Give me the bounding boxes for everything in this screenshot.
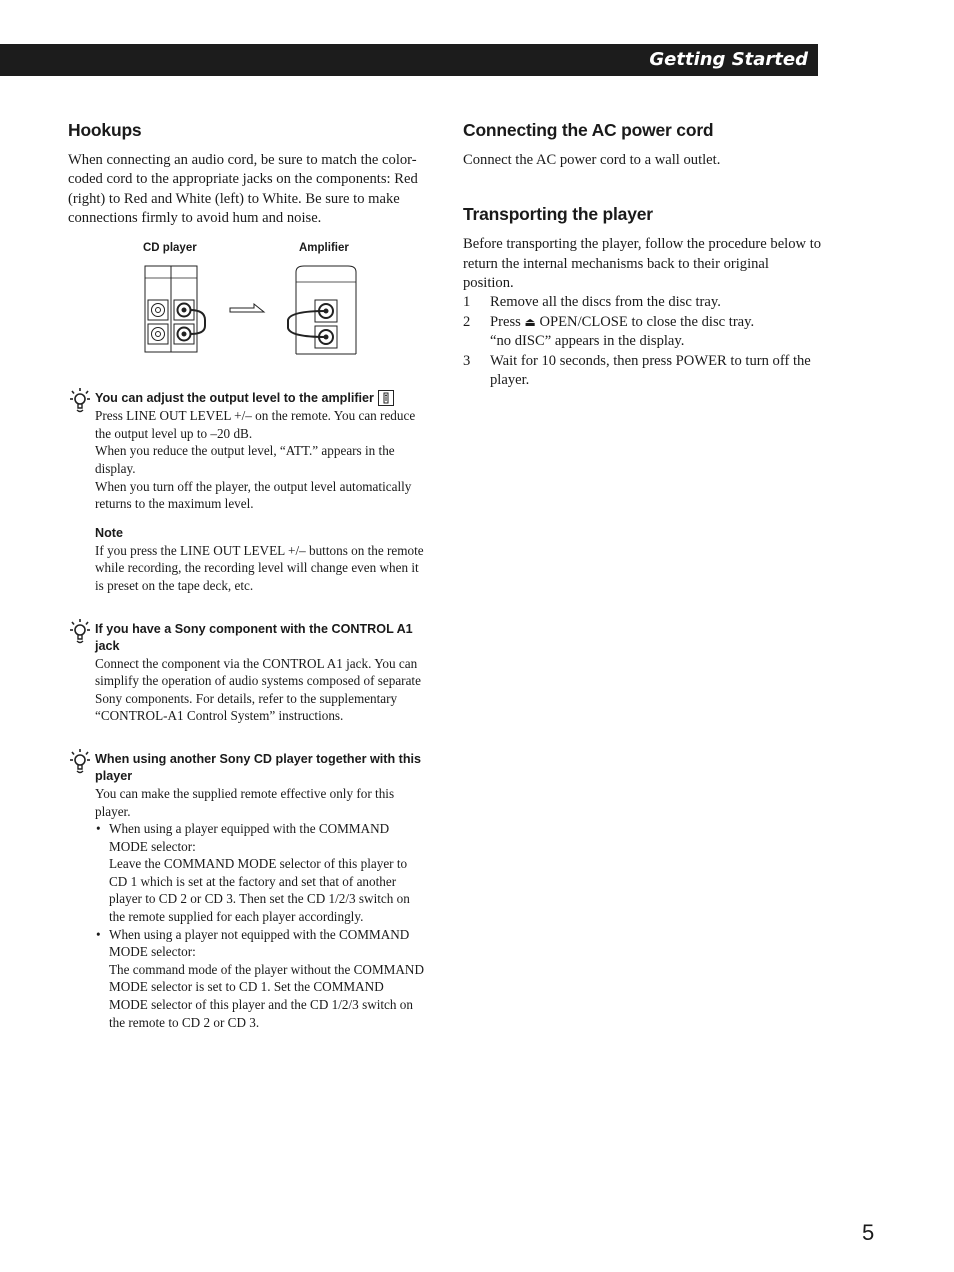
transport-heading: Transporting the player bbox=[463, 204, 653, 225]
lightbulb-icon bbox=[69, 387, 91, 413]
hookups-body: When connecting an audio cord, be sure to match the color-coded cord to the appropriate jacks on the components: Red (right) to Red and White (left) to White. Be sure to make connections firmly to avoid hum and noise. bbox=[68, 152, 418, 226]
note-text: If you press the LINE OUT LEVEL +/– buttons on the remote while recording, the recording level will change even when it is preset on the tape deck, etc. bbox=[95, 542, 424, 593]
right-column bbox=[463, 120, 823, 391]
transport-body: Before transporting the player, follow the procedure below to return the internal mechanisms back to their original position. bbox=[463, 236, 822, 291]
cd-player-label: CD player bbox=[143, 242, 197, 255]
hookup-illustration bbox=[68, 262, 424, 382]
lightbulb-icon bbox=[69, 748, 91, 774]
connection-diagram bbox=[68, 242, 424, 382]
page-number: 5 bbox=[862, 1220, 875, 1245]
transport-steps bbox=[463, 293, 823, 391]
step-text: Press bbox=[490, 313, 525, 330]
step-line-2: “no dISC” appears in the display. bbox=[490, 333, 685, 350]
lightbulb-icon bbox=[69, 618, 91, 644]
header-bar bbox=[0, 44, 818, 76]
bullet-item bbox=[95, 820, 424, 926]
tip-line: Connect the component via the CONTROL A1 jack. You can simplify the operation of audio systems composed of separate Sony components. For details, refer to the supplementary “CONTROL-A1 Control System” instructions. bbox=[95, 655, 421, 724]
step-text: Wait for 10 seconds, then press POWER to turn off the player. bbox=[490, 352, 811, 389]
step-number: 2 bbox=[463, 313, 471, 330]
tip-line: Press LINE OUT LEVEL +/– on the remote. You can reduce the output level up to –20 dB. bbox=[95, 408, 416, 441]
step-number: 3 bbox=[463, 352, 471, 369]
bullet-head: • When using a player equipped with the COMMAND MODE selector: bbox=[109, 821, 390, 854]
eject-icon: ⏏ bbox=[524, 314, 536, 329]
step-text: Remove all the discs from the disc tray. bbox=[490, 294, 721, 311]
bullet-list bbox=[95, 820, 424, 1031]
bullet-item bbox=[95, 926, 424, 1032]
bullet-text: Leave the COMMAND MODE selector of this player to CD 1 which is set at the factory and set that of another player to CD 2 or CD 3. Then set the CD 1/2/3 switch on the remote supplied for each player accordingly. bbox=[109, 856, 410, 925]
ac-power-heading: Connecting the AC power cord bbox=[463, 120, 714, 140]
bullet-text: The command mode of the player without the COMMAND MODE selector is set to CD 1. Set the COMMAND MODE selector of this player and the CD 1/2/3 switch on the remote to CD 2 or CD 3. bbox=[109, 961, 424, 1030]
step-item bbox=[463, 352, 823, 391]
tip-title: You can adjust the output level to the amplifier bbox=[95, 390, 424, 407]
step-text-after: OPEN/CLOSE to close the disc tray. bbox=[535, 313, 755, 330]
tip-title: When using another Sony CD player together with this player bbox=[95, 751, 422, 783]
section-title: Getting Started bbox=[649, 49, 808, 70]
step-item bbox=[463, 313, 823, 352]
tip-line: You can make the supplied remote effective only for this player. bbox=[95, 785, 395, 819]
tip-line: When you turn off the player, the output level automatically returns to the maximum level. bbox=[95, 478, 412, 512]
ac-power-body: Connect the AC power cord to a wall outlet. bbox=[463, 152, 721, 168]
step-number: 1 bbox=[463, 294, 471, 311]
tip-control-a1 bbox=[68, 621, 424, 725]
bullet-head: • When using a player not equipped with the COMMAND MODE selector: bbox=[109, 926, 410, 960]
hookups-heading: Hookups bbox=[68, 120, 142, 140]
step-item bbox=[463, 293, 823, 313]
left-column bbox=[68, 120, 424, 1031]
tip-another-cd-player bbox=[68, 751, 424, 1031]
tip-title: If you have a Sony component with the CONTROL A1 jack bbox=[95, 621, 413, 653]
tip-line: When you reduce the output level, “ATT.” appears in the display. bbox=[95, 443, 395, 476]
amplifier-label: Amplifier bbox=[299, 242, 349, 255]
tip-output-level bbox=[68, 390, 424, 594]
remote-icon bbox=[378, 390, 394, 406]
note-title: Note bbox=[95, 525, 123, 540]
